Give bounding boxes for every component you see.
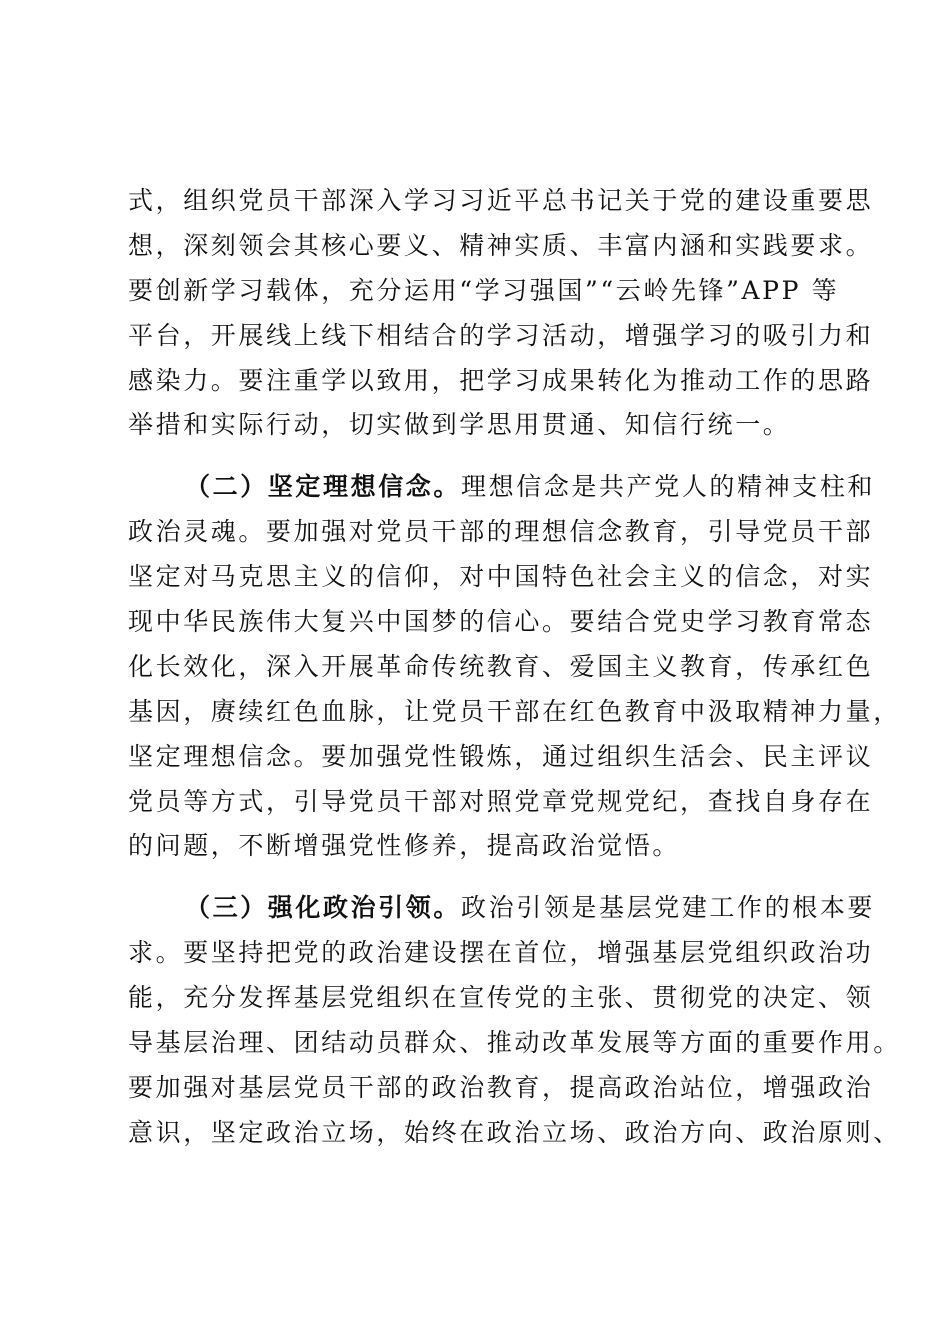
text-line: 要创新学习载体，充分运用“学习强国”“云岭先锋”APP 等 (128, 275, 840, 305)
text-line: 求。要坚持把党的政治建设摆在首位，增强基层党组织政治功 (128, 938, 874, 968)
text-line: 导基层治理、团结动员群众、推动改革发展等方面的重要作用。 (128, 1028, 901, 1058)
text-line: 意识，坚定政治立场，始终在政治立场、政治方向、政治原则、 (128, 1117, 901, 1147)
text-line-first (128, 465, 876, 510)
text-segment: 政治引领是基层党建工作的根本要 (461, 893, 876, 923)
text-line: 式，组织党员干部深入学习习近平总书记关于党的建设重要思 (128, 186, 874, 215)
section-heading-2: （二）坚定理想信念。 (185, 472, 462, 502)
text-line: 基因，赓续红色血脉，让党员干部在红色教育中汲取精神力量， (128, 696, 901, 726)
text-line: 的问题，不断增强党性修养，提高政治觉悟。 (128, 831, 681, 861)
document-body (128, 179, 901, 1173)
text-line-first (128, 886, 876, 931)
text-line: 感染力。要注重学以致用，把学习成果转化为推动工作的思路 (128, 365, 874, 395)
text-line: 坚定理想信念。要加强党性锻炼，通过组织生活会、民主评议 (128, 741, 874, 771)
text-line: 想，深刻领会其核心要义、精神实质、丰富内涵和实践要求。 (128, 230, 874, 260)
text-line: 党员等方式，引导党员干部对照党章党规党纪，查找自身存在 (128, 786, 874, 816)
text-line: 坚定对马克思主义的信仰，对中国特色社会主义的信念，对实 (128, 562, 874, 592)
text-line: 平台，开展线上线下相结合的学习活动，增强学习的吸引力和 (128, 320, 874, 350)
text-line: 举措和实际行动，切实做到学思用贯通、知信行统一。 (128, 410, 791, 440)
text-line: 要加强对基层党员干部的政治教育，提高政治站位，增强政治 (128, 1072, 874, 1102)
paragraph-study (128, 179, 874, 448)
text-line: 能，充分发挥基层党组织在宣传党的主张、贯彻党的决定、领 (128, 983, 874, 1013)
text-line: 政治灵魂。要加强对党员干部的理想信念教育，引导党员干部 (128, 517, 874, 547)
section-heading-3: （三）强化政治引领。 (185, 893, 462, 923)
paragraph-ideals-beliefs (128, 465, 901, 869)
text-segment: 理想信念是共产党人的精神支柱和 (461, 472, 876, 502)
text-line: 现中华民族伟大复兴中国梦的信心。要结合党史学习教育常态 (128, 607, 874, 637)
paragraph-political-guidance (128, 886, 901, 1155)
text-line: 化长效化，深入开展革命传统教育、爱国主义教育，传承红色 (128, 651, 874, 681)
